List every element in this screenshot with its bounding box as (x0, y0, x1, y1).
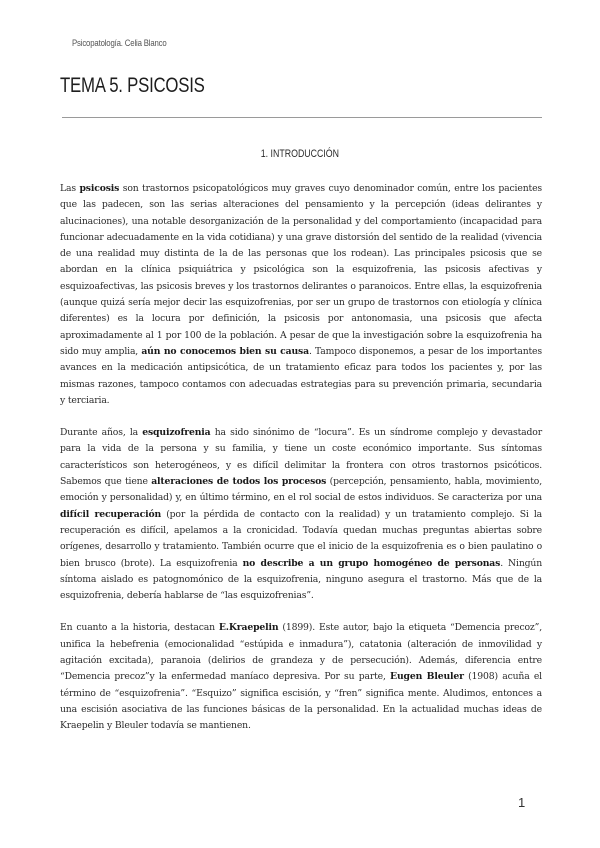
emphasis-text: Eugen Bleuler (390, 671, 464, 683)
emphasis-text: E.Kraepelin (218, 622, 279, 634)
paragraph-2 (60, 425, 542, 604)
paragraph-text: . Ningún síntoma aislado es patognomónico de la esquizofrenia, ninguno asegura el trastorno. Más que de la esquizofrenia, debería hablarse de “las esquizofrenias”. (60, 557, 543, 602)
paragraph-3 (60, 620, 542, 734)
section-heading (0, 148, 600, 160)
paragraph-text: son trastornos psicopatológicos muy graves cuyo denominador común, entre los pacientes que las padecen, son las serias alteraciones del pensamiento y la percepción (ideas delirantes y alucinaciones), una notable desorganización de la personalidad y del comportamiento (incapacidad para funcionar adecuadamente en la vida cotidiana) y una grave distorsión del sentido de la realidad (vivencia de una realidad muy distinta de la de las personas que los rodean). Las principales psicosis que se abordan en la clínica psiquiátrica y psicológica son la esquizofrenia, las psicosis afectivas y esquizoafectivas, las psicosis breves y los trastornos delirantes o paranoicos. Entre ellas, la esquizofrenia (aunque quizá sería mejor decir las esquizofrenias, por ser un grupo de trastornos con etiología y clínica diferentes) es la locura por definición, la psicosis por antonomasia, una psicosis que afecta aproximadamente al 1 por 100 de la población. A pesar de que la investigación sobre la esquizofrenia ha sido muy amplia, (60, 183, 542, 357)
paragraph-1 (60, 181, 542, 409)
page-title: TEMA 5. PSICOSIS (60, 74, 205, 97)
emphasis-text: alteraciones de todos los procesos (151, 476, 327, 488)
paragraph-text: Las (60, 183, 80, 194)
paragraph-text: Durante años, la (60, 427, 143, 439)
paragraph-text: ha sido sinónimo de “locura”. Es un síndrome complejo y devastador para la vida de la persona y su familia, y tiene un coste económico importante. Sus síntomas característicos son heterogéneos, y es difícil delimitar la frontera con otros trastornos psicóticos. Sabemos que tiene (60, 427, 542, 488)
emphasis-text: esquizofrenia (142, 427, 211, 439)
paragraph-text: (por la pérdida de contacto con la realidad) y un tratamiento complejo. Si la recuperación es difícil, apelamos a la cronicidad. Todavía quedan muchas preguntas abiertas sobre orígenes, desarrollo y tratamiento. También ocurre que el inicio de la esquizofrenia es o bien paulatino o bien brusco (brote). La esquizofrenia (60, 508, 542, 569)
running-header: Psicopatología. Celia Blanco (72, 38, 167, 49)
emphasis-text: no describe a un grupo homogéneo de personas (242, 557, 501, 569)
paragraph-text: (percepción, pensamiento, habla, movimiento, emoción y personalidad) y, en último término, en el rol social de estos individuos. Se caracteriza por una (60, 476, 543, 504)
section-heading-text: 1. INTRODUCCIÓN (260, 148, 340, 160)
paragraph-text: En cuanto a la historia, destacan (60, 622, 219, 634)
emphasis-text: aún no conocemos bien su causa (141, 345, 309, 357)
emphasis-text: difícil recuperación (60, 508, 162, 520)
emphasis-text: psicosis (79, 183, 120, 194)
body-text (60, 181, 542, 751)
paragraph-text: (1908) acuña el término de “esquizofrenia”. “Esquizo” significa escisión, y “fren” significa mente. Aludimos, entonces a una escisión asociativa de las funciones básicas de la personalidad. En la actualidad muchas ideas de Kraepelin y Bleuler todavía se mantienen. (60, 671, 542, 732)
title-divider (62, 117, 542, 118)
paragraph-text: . Tampoco disponemos, a pesar de los importantes avances en la medicación antipsicótica, de un tratamiento eficaz para todos los pacientes y, por las mismas razones, tampoco contamos con adecuadas estrategias para su prevención primaria, secundaria y terciaria. (60, 345, 542, 406)
page-number: 1 (518, 795, 526, 810)
paragraph-text: (1899). Este autor, bajo la etiqueta “Demencia precoz”, unifica la hebefrenia (emocionalidad “estúpida e inmadura”), catatonia (alteración de inmovilidad y agitación excitada), paranoia (delirios de grandeza y de persecución). Además, diferencia entre “Demencia precoz”y la enfermedad maníaco depresiva. Por su parte, (60, 622, 542, 683)
